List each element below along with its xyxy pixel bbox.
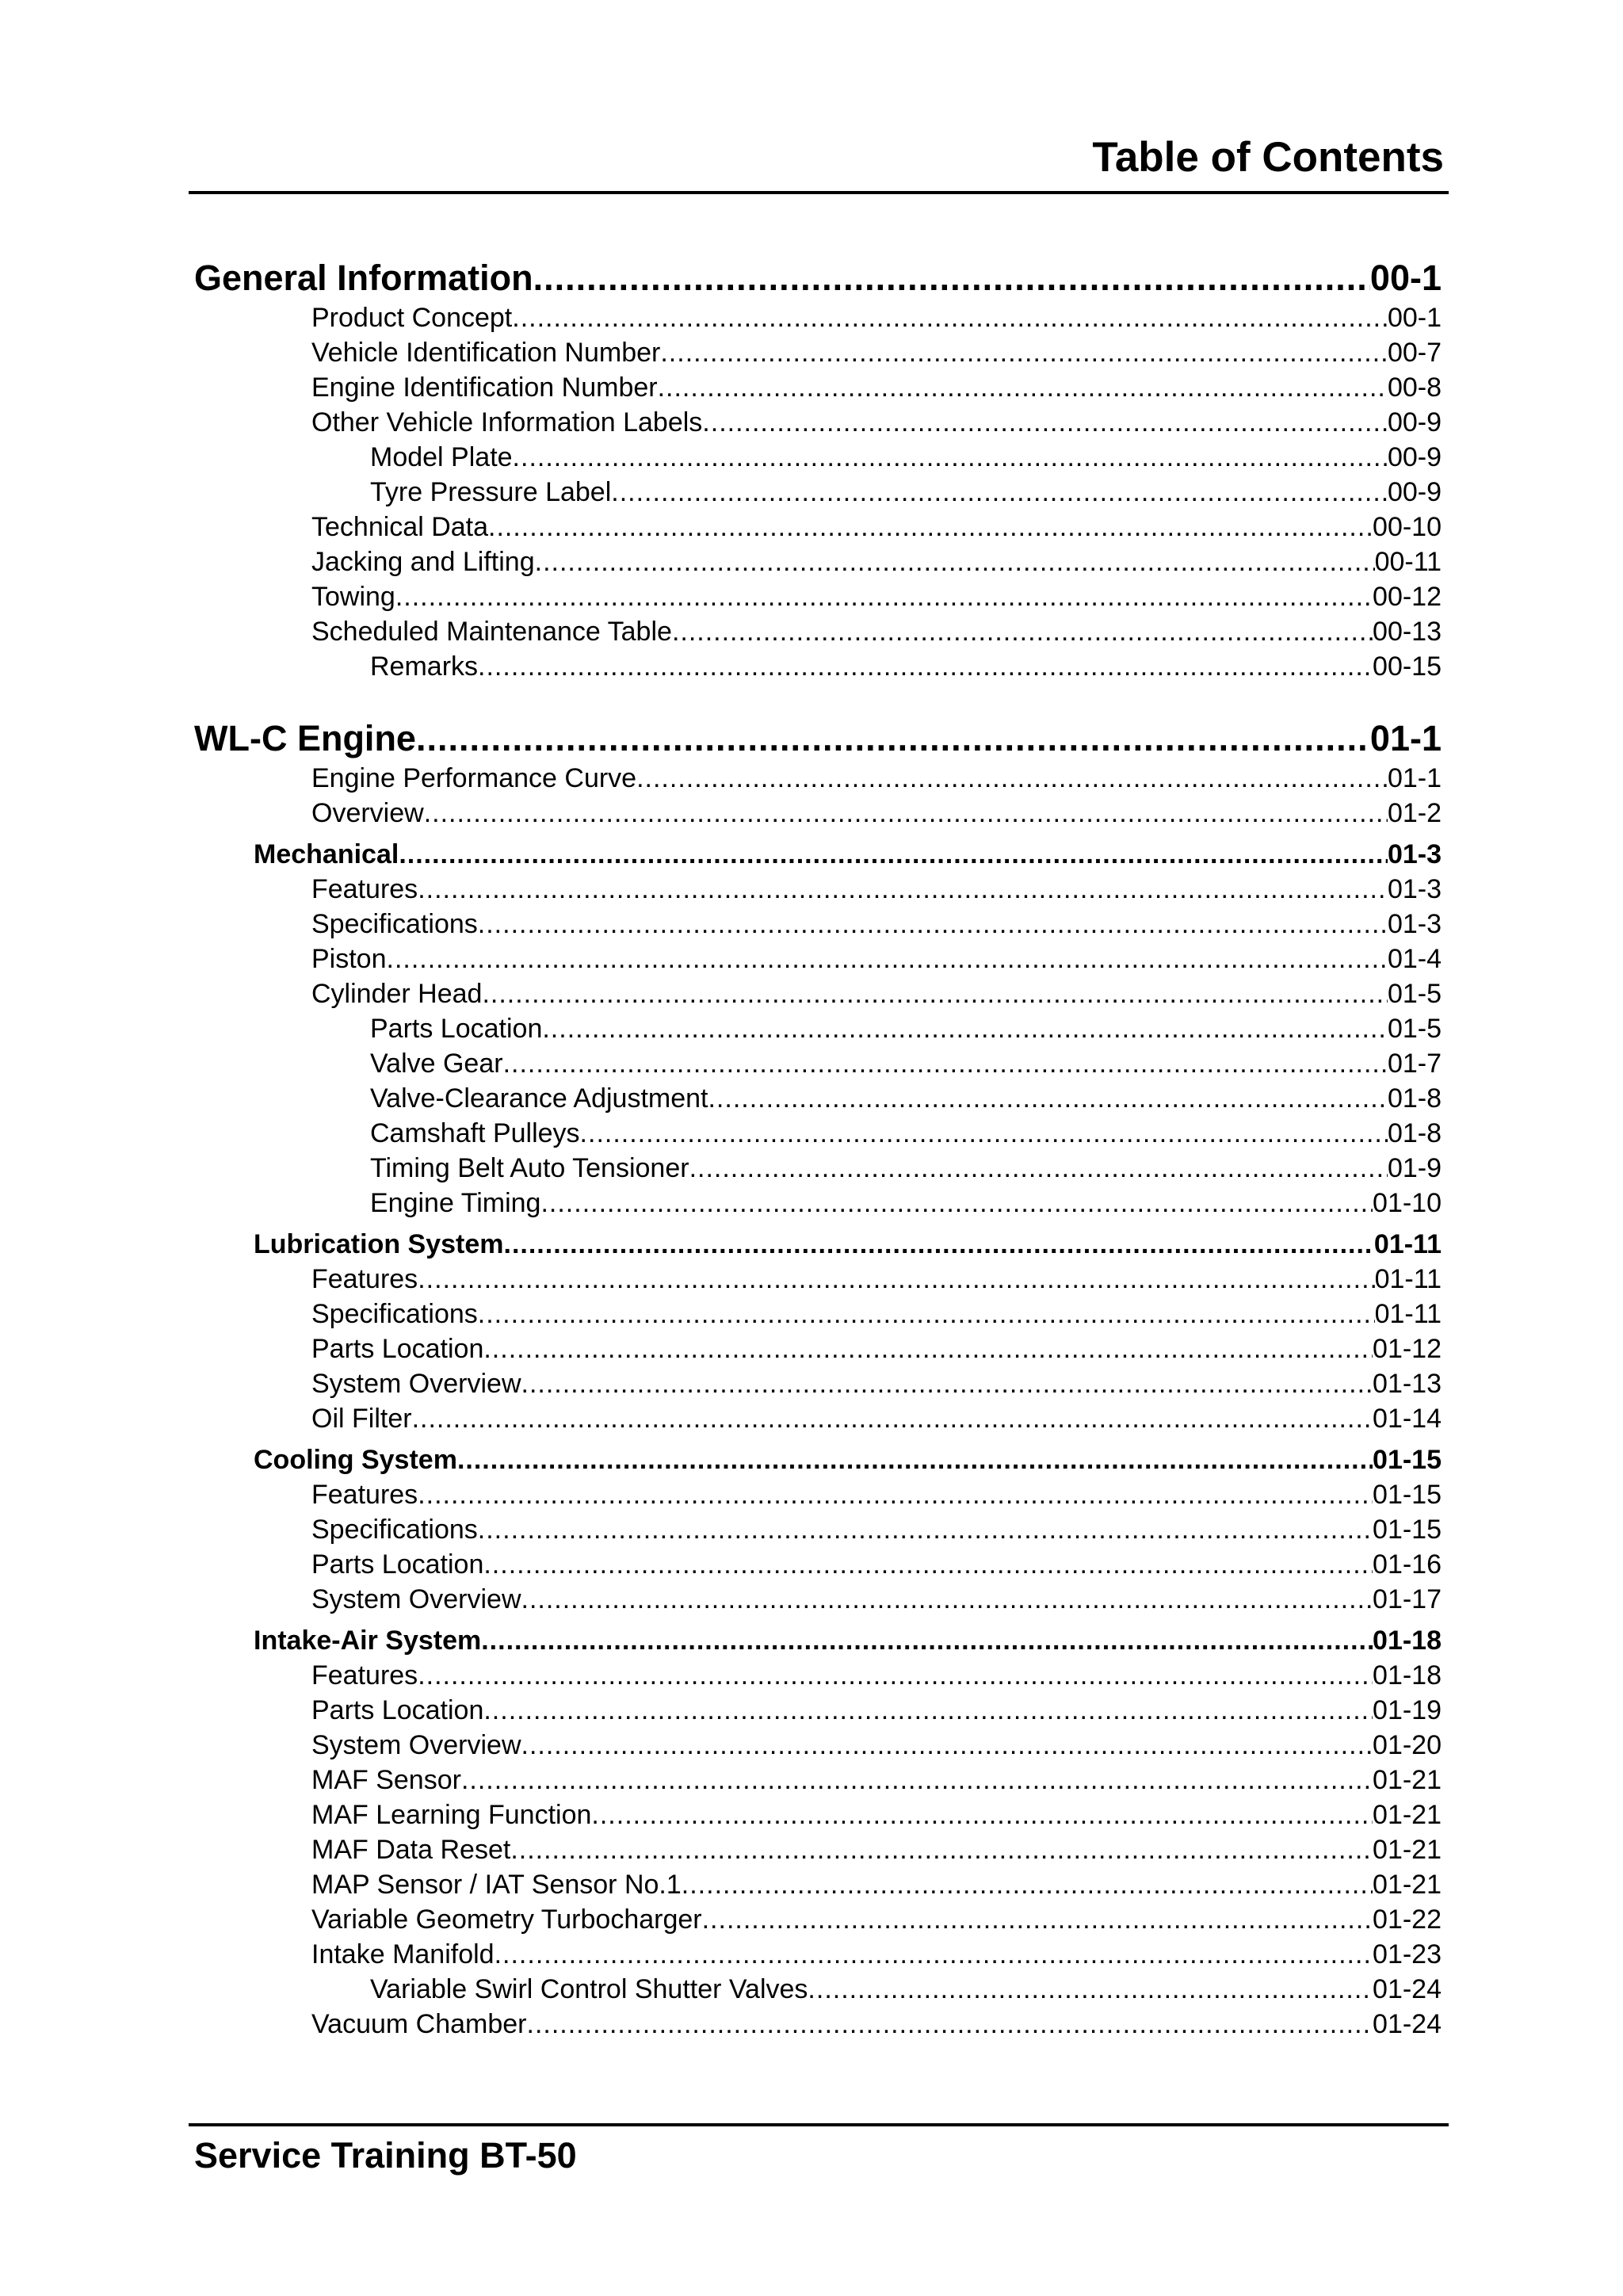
toc-dot-leader — [521, 1728, 1373, 1763]
toc-entry[interactable] — [194, 1081, 1442, 1116]
toc-dot-leader — [504, 1227, 1374, 1262]
toc-entry[interactable] — [194, 1797, 1442, 1832]
toc-entry-label: Vacuum Chamber — [311, 2009, 527, 2039]
toc-dot-leader — [708, 1081, 1387, 1116]
page-title: Table of Contents — [1092, 134, 1444, 181]
toc-dot-leader — [527, 2007, 1373, 2042]
toc-page-number: 01-21 — [1373, 1765, 1442, 1795]
toc-dot-leader — [418, 1658, 1373, 1693]
toc-dot-leader — [457, 1442, 1373, 1477]
toc-page-number: 01-4 — [1387, 944, 1442, 974]
toc-page-number: 01-5 — [1387, 979, 1442, 1009]
toc-page-number: 01-1 — [1387, 763, 1442, 793]
toc-page-number: 01-15 — [1373, 1515, 1442, 1545]
toc-entry-label: Cylinder Head — [311, 979, 483, 1009]
toc-entry-label: Features — [311, 1480, 418, 1510]
toc-dot-leader — [689, 1151, 1388, 1186]
toc-entry-label: Cooling System — [254, 1445, 457, 1475]
toc-entry-label: Parts Location — [370, 1014, 543, 1044]
toc-dot-leader — [521, 1582, 1373, 1617]
toc-entry[interactable] — [194, 1728, 1442, 1763]
toc-entry-label: Other Vehicle Information Labels — [311, 407, 703, 437]
toc-page-number: 01-11 — [1373, 1229, 1442, 1259]
toc-dot-leader — [682, 1867, 1373, 1902]
toc-page-number: 01-14 — [1373, 1404, 1442, 1434]
toc-entry-label: Product Concept — [311, 303, 513, 333]
toc-entry-label: Features — [311, 874, 418, 904]
toc-entry[interactable] — [194, 1297, 1442, 1331]
toc-entry[interactable] — [194, 1116, 1442, 1151]
toc-page-number: 01-3 — [1387, 839, 1442, 869]
toc-entry-label: Intake-Air System — [254, 1626, 482, 1656]
toc-entry-label: Valve-Clearance Adjustment — [370, 1083, 708, 1114]
toc-dot-leader — [542, 1011, 1388, 1046]
toc-entry[interactable] — [194, 1011, 1442, 1046]
toc-entry[interactable] — [194, 1763, 1442, 1797]
toc-page-number: 01-23 — [1373, 1939, 1442, 1969]
toc-entry[interactable] — [194, 1366, 1442, 1401]
toc-page-number: 01-19 — [1373, 1695, 1442, 1725]
toc-page-number: 01-22 — [1373, 1904, 1442, 1935]
toc-page-number: 01-21 — [1373, 1870, 1442, 1900]
toc-entry-label: Piston — [311, 944, 387, 974]
footer-rule — [189, 2123, 1449, 2126]
toc-dot-leader — [521, 1366, 1373, 1401]
toc-dot-leader — [611, 475, 1388, 510]
toc-dot-leader — [702, 1902, 1373, 1937]
toc-entry[interactable] — [194, 614, 1442, 649]
toc-entry[interactable] — [194, 1262, 1442, 1297]
toc-dot-leader — [660, 335, 1388, 370]
toc-page-number: 00-12 — [1373, 582, 1442, 612]
toc-dot-leader — [658, 370, 1388, 405]
toc-entry-label: Features — [311, 1660, 418, 1690]
toc-entry[interactable] — [194, 579, 1442, 614]
toc-entry-label: Overview — [311, 798, 424, 828]
toc-dot-leader — [488, 510, 1373, 544]
toc-entry-label: Specifications — [311, 1515, 478, 1545]
toc-entry-label: System Overview — [311, 1369, 521, 1399]
toc-page-number: 00-1 — [1369, 258, 1442, 298]
toc-entry-label: Technical Data — [311, 512, 489, 542]
toc-dot-leader — [478, 1512, 1373, 1547]
toc-entry-label: MAP Sensor / IAT Sensor No.1 — [311, 1870, 682, 1900]
toc-entry[interactable] — [194, 649, 1442, 684]
toc-entry[interactable] — [194, 440, 1442, 475]
toc-entry[interactable] — [194, 872, 1442, 907]
toc-dot-leader — [580, 1116, 1388, 1151]
toc-entry[interactable] — [194, 1972, 1442, 2007]
toc-page-number: 01-21 — [1373, 1800, 1442, 1830]
toc-page-number: 01-24 — [1373, 2009, 1442, 2039]
toc-entry[interactable] — [194, 370, 1442, 405]
toc-page-number: 01-2 — [1387, 798, 1442, 828]
toc-page-number: 00-7 — [1387, 338, 1442, 368]
toc-entry-label: WL-C Engine — [194, 718, 416, 758]
toc-entry[interactable] — [194, 335, 1442, 370]
toc-entry[interactable] — [194, 1401, 1442, 1436]
toc-dot-leader — [395, 579, 1373, 614]
toc-dot-leader — [535, 544, 1375, 579]
toc-page-number: 00-1 — [1387, 303, 1442, 333]
toc-entry[interactable] — [194, 1331, 1442, 1366]
toc-dot-leader — [808, 1972, 1373, 2007]
toc-chapter[interactable] — [194, 255, 1442, 300]
toc-entry-label: Valve Gear — [370, 1049, 503, 1079]
toc-entry-label: Parts Location — [311, 1334, 484, 1364]
toc-section[interactable] — [194, 837, 1442, 872]
toc-entry-label: Parts Location — [311, 1549, 484, 1580]
toc-entry-label: MAF Learning Function — [311, 1800, 592, 1830]
toc-entry-label: Tyre Pressure Label — [370, 477, 612, 507]
toc-dot-leader — [418, 1262, 1374, 1297]
toc-entry[interactable] — [194, 475, 1442, 510]
toc-dot-leader — [512, 300, 1388, 335]
toc-entry-label: Mechanical — [254, 839, 399, 869]
toc-entry[interactable] — [194, 510, 1442, 544]
toc-entry[interactable] — [194, 942, 1442, 976]
toc-page-number: 01-7 — [1387, 1049, 1442, 1079]
toc-page-number: 01-11 — [1374, 1264, 1442, 1294]
toc-dot-leader — [495, 1937, 1373, 1972]
toc-dot-leader — [483, 1547, 1373, 1582]
toc-page-number: 01-1 — [1369, 718, 1442, 758]
header-rule — [189, 191, 1449, 194]
toc-page-number: 01-18 — [1373, 1626, 1442, 1656]
toc-dot-leader — [478, 649, 1373, 684]
toc-entry[interactable] — [194, 405, 1442, 440]
toc-entry-label: Camshaft Pulleys — [370, 1118, 580, 1148]
toc-page-number: 01-3 — [1387, 909, 1442, 939]
toc-entry-label: MAF Data Reset — [311, 1835, 511, 1865]
toc-entry-label: Scheduled Maintenance Table — [311, 617, 672, 647]
toc-page-number: 01-17 — [1373, 1584, 1442, 1614]
toc-entry-label: Engine Performance Curve — [311, 763, 637, 793]
toc-page-number: 01-5 — [1387, 1014, 1442, 1044]
toc-entry[interactable] — [194, 907, 1442, 942]
toc-dot-leader — [418, 1477, 1373, 1512]
toc-entry-label: Features — [311, 1264, 418, 1294]
toc-page-number: 01-3 — [1387, 874, 1442, 904]
toc-dot-leader — [482, 976, 1387, 1011]
toc-entry-label: MAF Sensor — [311, 1765, 461, 1795]
toc-dot-leader — [481, 1623, 1373, 1658]
toc-entry-label: Timing Belt Auto Tensioner — [370, 1153, 689, 1183]
toc-entry[interactable] — [194, 1902, 1442, 1937]
toc-dot-leader — [540, 1186, 1373, 1221]
toc-entry[interactable] — [194, 1937, 1442, 1972]
toc-entry-label: Engine Identification Number — [311, 372, 658, 403]
toc-dot-leader — [672, 614, 1373, 649]
toc-dot-leader — [478, 907, 1388, 942]
toc-entry[interactable] — [194, 544, 1442, 579]
toc-entry-label: Intake Manifold — [311, 1939, 495, 1969]
toc-dot-leader — [533, 255, 1370, 300]
toc-entry-label: Variable Geometry Turbocharger — [311, 1904, 702, 1935]
toc-page-number: 01-8 — [1387, 1118, 1442, 1148]
toc-entry[interactable] — [194, 1693, 1442, 1728]
toc-section[interactable] — [194, 1623, 1442, 1658]
toc-entry[interactable] — [194, 1151, 1442, 1186]
toc-entry-label: Engine Timing — [370, 1188, 541, 1218]
toc-page-number: 00-10 — [1373, 512, 1442, 542]
toc-dot-leader — [461, 1763, 1373, 1797]
toc-entry-label: Oil Filter — [311, 1404, 412, 1434]
toc-entry-label: Lubrication System — [254, 1229, 504, 1259]
toc-entry[interactable] — [194, 1186, 1442, 1221]
toc-dot-leader — [478, 1297, 1375, 1331]
toc-dot-leader — [399, 837, 1388, 872]
toc-page-number: 01-20 — [1373, 1730, 1442, 1760]
toc-dot-leader — [418, 872, 1388, 907]
toc-entry[interactable] — [194, 1582, 1442, 1617]
toc-entry[interactable] — [194, 1658, 1442, 1693]
toc-entry-label: Specifications — [311, 1299, 478, 1329]
toc-page-number: 00-15 — [1373, 651, 1442, 682]
toc-dot-leader — [636, 761, 1388, 796]
toc-page-number: 01-10 — [1373, 1188, 1442, 1218]
toc-entry[interactable] — [194, 1046, 1442, 1081]
toc-entry[interactable] — [194, 796, 1442, 831]
toc-entry-label: Jacking and Lifting — [311, 547, 535, 577]
toc-dot-leader — [510, 1832, 1373, 1867]
toc-entry-label: General Information — [194, 258, 533, 298]
toc-dot-leader — [412, 1401, 1373, 1436]
toc-entry[interactable] — [194, 1512, 1442, 1547]
toc-section[interactable] — [194, 1227, 1442, 1262]
toc-page-number: 00-9 — [1387, 442, 1442, 472]
toc-dot-leader — [591, 1797, 1373, 1832]
toc-entry-label: Variable Swirl Control Shutter Valves — [370, 1974, 808, 2004]
toc-entry-label: Towing — [311, 582, 395, 612]
toc-page-number: 00-9 — [1387, 477, 1442, 507]
toc-page-number: 01-11 — [1374, 1299, 1442, 1329]
toc-entry-label: Specifications — [311, 909, 478, 939]
toc-page-number: 01-21 — [1373, 1835, 1442, 1865]
toc-dot-leader — [416, 716, 1370, 761]
toc-entry-label: Remarks — [370, 651, 479, 682]
toc-page-number: 01-15 — [1373, 1445, 1442, 1475]
toc-entry[interactable] — [194, 976, 1442, 1011]
toc-entry[interactable] — [194, 300, 1442, 335]
toc-dot-leader — [503, 1046, 1388, 1081]
toc-page-number: 01-15 — [1373, 1480, 1442, 1510]
toc-page-number: 01-12 — [1373, 1334, 1442, 1364]
toc-page-number: 00-11 — [1374, 547, 1442, 577]
toc-dot-leader — [513, 440, 1388, 475]
toc-dot-leader — [483, 1693, 1373, 1728]
table-of-contents — [194, 255, 1442, 2042]
toc-entry[interactable] — [194, 1547, 1442, 1582]
toc-entry[interactable] — [194, 2007, 1442, 2042]
toc-page-number: 00-13 — [1373, 617, 1442, 647]
toc-entry-label: Vehicle Identification Number — [311, 338, 661, 368]
toc-entry-label: System Overview — [311, 1730, 521, 1760]
toc-page-number: 01-9 — [1387, 1153, 1442, 1183]
toc-page-number: 01-24 — [1373, 1974, 1442, 2004]
footer-title: Service Training BT-50 — [194, 2135, 577, 2176]
toc-page-number: 01-13 — [1373, 1369, 1442, 1399]
toc-section[interactable] — [194, 1442, 1442, 1477]
toc-entry[interactable] — [194, 761, 1442, 796]
toc-chapter[interactable] — [194, 716, 1442, 761]
toc-dot-leader — [483, 1331, 1373, 1366]
toc-dot-leader — [702, 405, 1388, 440]
toc-entry-label: Parts Location — [311, 1695, 484, 1725]
toc-page-number: 01-16 — [1373, 1549, 1442, 1580]
toc-entry-label: Model Plate — [370, 442, 513, 472]
toc-page-number: 00-8 — [1387, 372, 1442, 403]
toc-dot-leader — [424, 796, 1388, 831]
toc-entry-label: System Overview — [311, 1584, 521, 1614]
toc-entry[interactable] — [194, 1477, 1442, 1512]
toc-entry[interactable] — [194, 1867, 1442, 1902]
toc-page-number: 00-9 — [1387, 407, 1442, 437]
toc-page-number: 01-8 — [1387, 1083, 1442, 1114]
toc-dot-leader — [387, 942, 1388, 976]
toc-entry[interactable] — [194, 1832, 1442, 1867]
toc-page-number: 01-18 — [1373, 1660, 1442, 1690]
